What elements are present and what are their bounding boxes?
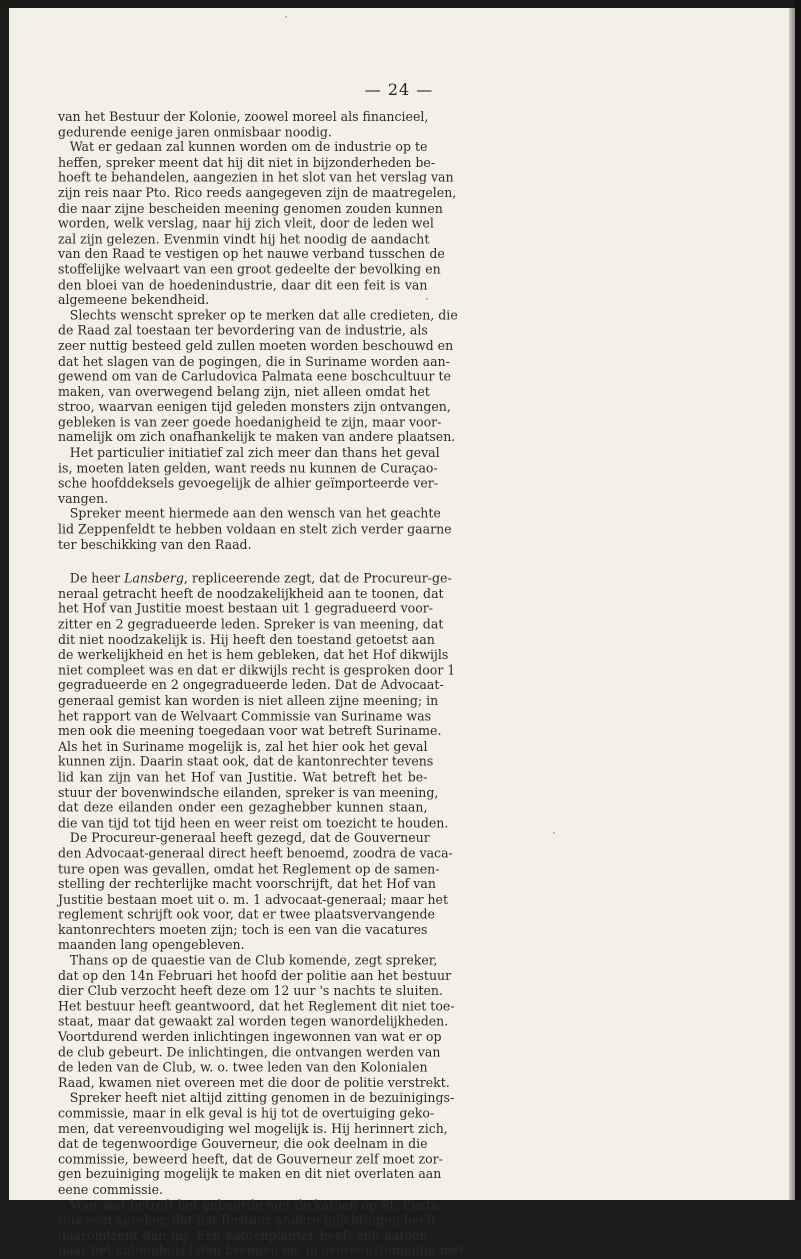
text-line: de Raad zal toestaan ter bevordering van de industrie, als bbox=[58, 323, 428, 339]
paragraph bbox=[58, 308, 458, 447]
text-line: vangen. bbox=[58, 492, 109, 507]
text-line: ture open was gevallen, omdat het Reglement op de samen- bbox=[58, 862, 440, 877]
text-line: stuur der bovenwindsche eilanden, spreker is van meening, bbox=[58, 785, 439, 801]
text-line: Spreker heeft niet altijd zitting genomen in de bezuinigings- bbox=[69, 1091, 455, 1107]
text-line: niet compleet was en dat er dikwijls recht is gesproken door 1 bbox=[58, 663, 456, 679]
text-line: zitter en 2 gegradueerde leden. Spreker is van meening, dat bbox=[58, 617, 444, 633]
text-line: Justitie bestaan moet uit o. m. 1 advocaat-generaal; maar het bbox=[58, 892, 449, 908]
paragraph bbox=[58, 110, 427, 141]
text-line: Het bestuur heeft geantwoord, dat het Reglement dit niet toe- bbox=[58, 999, 455, 1015]
text-line: dat op den 14n Februari het hoofd der politie aan het bestuur bbox=[58, 969, 452, 984]
text-line: Voor wat betreft het gebeurde met de katoen op St. Eusta- bbox=[69, 1198, 444, 1214]
text-line: sche hoofddeksels gevoegelijk de alhier geïmporteerde ver- bbox=[58, 476, 438, 492]
text-line: lid kan zijn van het Hof van Justitie. Wat betreft het be- bbox=[58, 770, 428, 786]
text-line: commissie, beweerd heeft, dat de Gouverneur zelf moet zor- bbox=[58, 1152, 443, 1168]
text-line: namelijk om zich onafhankelijk te maken van andere plaatsen. bbox=[58, 430, 456, 446]
paragraph bbox=[58, 446, 440, 507]
text-line: De Procureur-generaal heeft gezegd, dat de Gouverneur bbox=[69, 831, 430, 847]
text-line: Wat er gedaan zal kunnen worden om de industrie op te bbox=[69, 140, 428, 156]
scan-border-right bbox=[795, 0, 801, 1200]
text-line: men, dat vereenvoudiging wel mogelijk is. Hij herinnert zich, bbox=[58, 1121, 448, 1137]
text-line: kantonrechters moeten zijn; toch is een van die vacatures bbox=[58, 923, 428, 938]
text-line: neraal getracht heeft de noodzakelijkheid aan te toonen, dat bbox=[58, 587, 444, 602]
text-line: gegradueerde en 2 ongegradueerde leden. Dat de Advocaat- bbox=[58, 678, 444, 694]
paper-speck bbox=[426, 298, 428, 300]
text-line: Slechts wenscht spreker op te merken dat alle credieten, die bbox=[69, 308, 458, 324]
text-line: generaal gemist kan worden is niet alleen zijne meening; in bbox=[58, 694, 439, 709]
text-line: men ook die meening toegedaan voor wat betreft Suriname. bbox=[58, 724, 442, 740]
paragraph bbox=[58, 140, 457, 309]
text-line: algemeene bekendheid. bbox=[58, 293, 210, 309]
text-line: van het Bestuur der Kolonie, zoowel moreel als financieel, bbox=[58, 110, 429, 125]
text-line: maanden lang opengebleven. bbox=[58, 938, 245, 954]
text-line: gewend om van de Carludovica Palmata eene boschcultuur te bbox=[58, 369, 451, 385]
paragraph bbox=[58, 507, 452, 553]
text-line: lid Zeppenfeldt te hebben voldaan en stelt zich verder gaarne bbox=[58, 522, 452, 538]
scan-border-top bbox=[0, 0, 801, 8]
text-line: dat de tegenwoordige Gouverneur, die ook deelnam in die bbox=[58, 1137, 428, 1152]
text-line: dat deze eilanden onder een gezaghebber kunnen staan, bbox=[58, 801, 428, 816]
text-line: de club gebeurt. De inlichtingen, die ontvangen werden van bbox=[58, 1045, 441, 1061]
text-line: van den Raad te vestigen op het nauwe verband tusschen de bbox=[58, 247, 445, 263]
text-line: Thans op de quaestie van de Club komende, zegt spreker, bbox=[69, 953, 438, 969]
paragraph bbox=[58, 571, 456, 832]
text-line: daaromtrent dan hij. Een katoenplanter heeft zijn katoen bbox=[58, 1228, 428, 1244]
page-number: — 24 — bbox=[364, 80, 434, 99]
text-line: eene commissie. bbox=[58, 1183, 163, 1198]
text-line: stelling der rechterlijke macht voorschrijft, dat het Hof van bbox=[58, 877, 436, 893]
paragraph bbox=[58, 1091, 455, 1198]
text-line: die naar zijne bescheiden meening genomen zouden kunnen bbox=[58, 201, 443, 217]
text-line: zal zijn gelezen. Evenmin vindt hij het noodig de aandacht bbox=[58, 232, 430, 247]
document-page bbox=[9, 8, 789, 1259]
text-line: gedurende eenige jaren onmisbaar noodig. bbox=[58, 125, 332, 140]
paragraph bbox=[58, 831, 453, 954]
text-line: ter beschikking van den Raad. bbox=[58, 537, 252, 553]
text-line: het Hof van Justitie moest bestaan uit 1 gegradueerd voor- bbox=[58, 602, 433, 618]
paragraph bbox=[58, 953, 455, 1092]
text-line: commissie, maar in elk geval is hij tot de overtuiging geko- bbox=[58, 1106, 435, 1122]
text-line: de werkelijkheid en het is hem gebleken, dat het Hof dikwijls bbox=[58, 648, 449, 663]
text-line: die van tijd tot tijd heen en weer reist om toezicht te houden. bbox=[58, 816, 449, 832]
speaker-name: Lansberg bbox=[124, 571, 184, 587]
text-line: tius zegt spreker, dat het Bestuur andere inlichtingen heeft bbox=[58, 1213, 437, 1229]
text-line: hoeft te behandelen, aangezien in het slot van het verslag van bbox=[58, 171, 454, 186]
text-line: De heer Lansberg, repliceerende zegt, dat de Procureur-ge- bbox=[69, 571, 452, 587]
text-line: stoffelijke welvaart van een groot gedeelte der bevolking en bbox=[58, 262, 441, 278]
text-line: heffen, spreker meent dat hij dit niet in bijzonderheden be- bbox=[58, 155, 436, 171]
text-line: zijn reis naar Pto. Rico reeds aangegeven zijn de maatregelen, bbox=[58, 186, 457, 202]
paper-speck bbox=[285, 16, 287, 18]
text-line: stroo, waarvan eenigen tijd geleden monsters zijn ontvangen, bbox=[58, 400, 451, 416]
text-line: dat het slagen van de pogingen, die in Suriname worden aan- bbox=[58, 354, 450, 370]
text-line: Raad, kwamen niet overeen met die door de politie verstrekt. bbox=[58, 1076, 450, 1091]
text-line: Voortdurend werden inlichtingen ingewonnen van wat er op bbox=[58, 1030, 442, 1045]
text-line: naar het katoenhuis laten brengen en, in overeenstemming met bbox=[58, 1244, 464, 1259]
text-line: maken, van overwegend belang zijn, niet alleen omdat het bbox=[58, 385, 430, 400]
text-line: gen bezuiniging mogelijk te maken en dit niet overlaten aan bbox=[58, 1167, 442, 1183]
body-text bbox=[58, 110, 464, 1259]
text-line: den Advocaat-generaal direct heeft benoemd, zoodra de vaca- bbox=[58, 846, 453, 862]
text-line: reglement schrijft ook voor, dat er twee plaatsvervangende bbox=[58, 907, 435, 923]
text-line: zeer nuttig besteed geld zullen moeten worden beschouwd en bbox=[58, 339, 454, 354]
text-line: Het particulier initiatief zal zich meer dan thans het geval bbox=[69, 446, 440, 461]
text-line: staat, maar dat gewaakt zal worden tegen wanordelijkheden. bbox=[58, 1014, 449, 1030]
paper-speck bbox=[553, 832, 555, 834]
text-line: kunnen zijn. Daarin staat ook, dat de kantonrechter tevens bbox=[58, 755, 434, 770]
text-line: Als het in Suriname mogelijk is, zal het hier ook het geval bbox=[58, 739, 428, 755]
paragraph bbox=[58, 1198, 464, 1259]
text-line: gebleken is van zeer goede hoedanigheid te zijn, maar voor- bbox=[58, 415, 442, 431]
text-line: het rapport van de Welvaart Commissie van Suriname was bbox=[58, 709, 432, 725]
text-line: dit niet noodzakelijk is. Hij heeft den toestand getoetst aan bbox=[58, 632, 435, 648]
text-line: den bloei van de hoedenindustrie, daar dit een feit is van bbox=[58, 278, 428, 293]
text-line: de leden van de Club, w. o. twee leden van den Kolonialen bbox=[58, 1060, 428, 1076]
text-line: worden, welk verslag, naar hij zich vleit, door de leden wel bbox=[58, 216, 434, 232]
text-line: is, moeten laten gelden, want reeds nu kunnen de Curaçao- bbox=[58, 461, 438, 477]
text-line: Spreker meent hiermede aan den wensch van het geachte bbox=[69, 507, 441, 523]
text-line: dier Club verzocht heeft deze om 12 uur 's nachts te sluiten. bbox=[58, 984, 443, 1000]
